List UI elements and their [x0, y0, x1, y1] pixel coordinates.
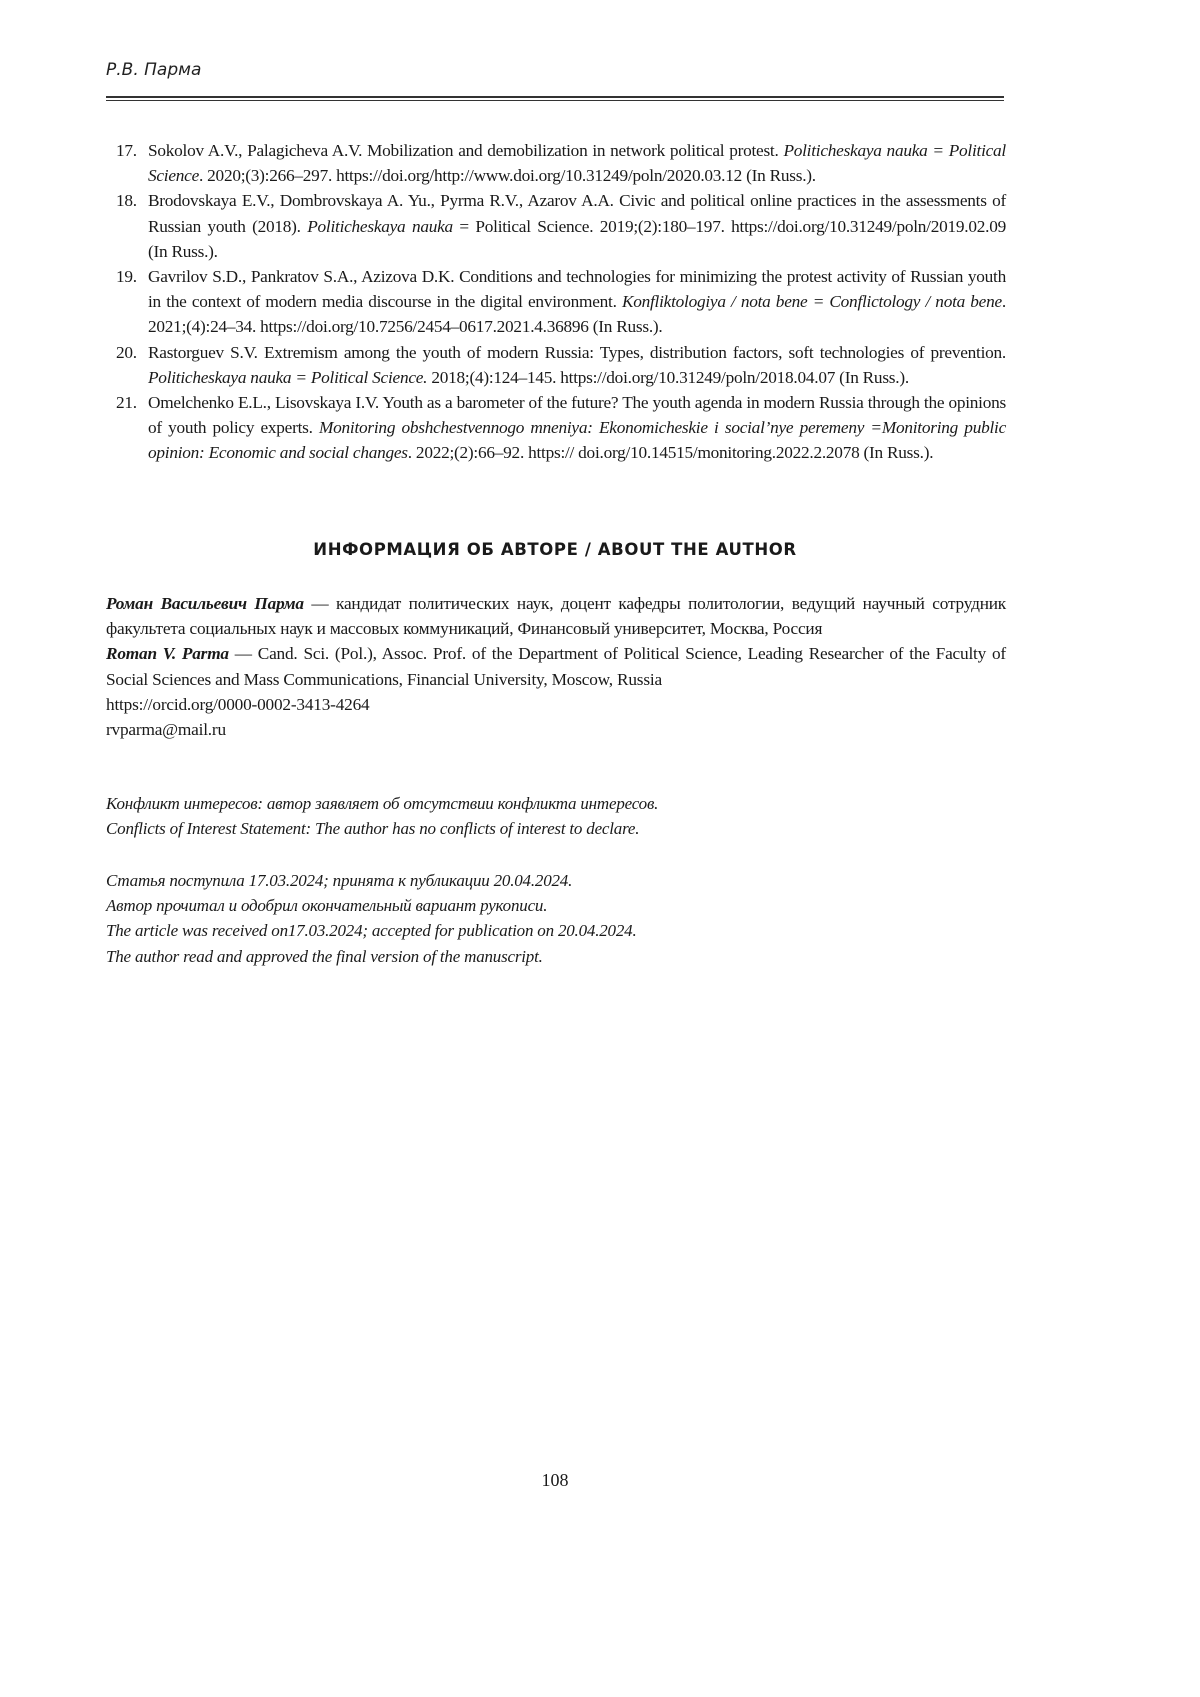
- reference-source-title: Politicheskaya nauka: [307, 217, 453, 236]
- author-section-heading: ИНФОРМАЦИЯ ОБ АВТОРЕ / ABOUT THE AUTHOR: [106, 540, 1004, 559]
- reference-number: 18.: [106, 188, 148, 264]
- dates-en: The article was received on17.03.2024; accepted for publication on 20.04.2024.: [106, 918, 1006, 943]
- dates-ru: Статья поступила 17.03.2024; принята к публикации 20.04.2024.: [106, 868, 1006, 893]
- conflict-en: Conflicts of Interest Statement: The author has no conflicts of interest to declare.: [106, 816, 1006, 841]
- reference-number: 20.: [106, 340, 148, 390]
- approval-ru: Автор прочитал и одобрил окончательный вариант рукописи.: [106, 893, 1006, 918]
- approval-en: The author read and approved the final version of the manuscript.: [106, 944, 1006, 969]
- reference-item: [106, 188, 1006, 264]
- reference-text-segment: Omelchenko E.L., Lisovskaya I.V. Youth as a barometer of the future? The youth agenda in modern Russia through the opinions of youth policy experts.: [148, 393, 1006, 437]
- reference-text-segment: Rastorguev S.V. Extremism among the youth of modern Russia: Types, distribution factors, soft technologies of prevention.: [148, 343, 1006, 362]
- conflict-statement: [106, 791, 1006, 841]
- author-email-link[interactable]: rvparma@mail.ru: [106, 717, 1006, 742]
- reference-text-segment: . 2022;(2):66–92. https:// doi.org/10.14515/monitoring.2022.2.2078 (In Russ.).: [408, 443, 934, 462]
- author-info: [106, 591, 1006, 742]
- author-name-ru: Роман Васильевич Парма: [106, 594, 304, 613]
- author-bio-en: [106, 641, 1006, 691]
- reference-item: [106, 138, 1006, 188]
- reference-text: [148, 264, 1006, 340]
- reference-item: [106, 390, 1006, 466]
- header-rule-thin: [106, 100, 1004, 101]
- reference-text-segment: Brodovskaya E.V., Dombrovskaya A. Yu., Pyrma R.V., Azarov A.A. Civic and political online practices in the assessments of Russian youth (2018).: [148, 191, 1006, 235]
- reference-number: 19.: [106, 264, 148, 340]
- reference-text-segment: . 2021;(4):24–34. https://doi.org/10.7256/2454–0617.2021.4.36896 (In Russ.).: [148, 292, 1006, 336]
- author-orcid-link[interactable]: https://orcid.org/0000-0002-3413-4264: [106, 692, 1006, 717]
- reference-list: [106, 138, 1006, 466]
- header-rule: [106, 96, 1004, 98]
- reference-item: [106, 340, 1006, 390]
- reference-source-title: Politicheskaya nauka = Political Science.: [148, 368, 427, 387]
- article-dates: [106, 868, 1006, 969]
- reference-number: 17.: [106, 138, 148, 188]
- reference-source-title: Konfliktologiya / nota bene = Conflictology / nota bene: [622, 292, 1002, 311]
- reference-text: [148, 340, 1006, 390]
- page-number: 108: [0, 1470, 1110, 1491]
- reference-text: [148, 390, 1006, 466]
- author-bio-ru: [106, 591, 1006, 641]
- author-name-en: Roman V. Parma: [106, 644, 229, 663]
- reference-text-segment: 2018;(4):124–145. https://doi.org/10.31249/poln/2018.04.07 (In Russ.).: [427, 368, 909, 387]
- author-bio-en-text: — Cand. Sci. (Pol.), Assoc. Prof. of the Department of Political Science, Leading Researcher of the Faculty of Social Sciences and Mass Communications, Financial University, Moscow, Russia: [106, 644, 1006, 688]
- reference-text: [148, 188, 1006, 264]
- reference-text-segment: Sokolov A.V., Palagicheva A.V. Mobilization and demobilization in network political protest.: [148, 141, 783, 160]
- reference-text-segment: Gavrilov S.D., Pankratov S.A., Azizova D.K. Conditions and technologies for minimizing the protest activity of Russian youth in the context of modern media discourse in the digital environment.: [148, 267, 1006, 311]
- conflict-ru: Конфликт интересов: автор заявляет об отсутствии конфликта интересов.: [106, 791, 1006, 816]
- reference-source-title: Politicheskaya nauka = Political Science: [148, 141, 1006, 185]
- running-head: Р.В. Парма: [106, 60, 201, 80]
- reference-number: 21.: [106, 390, 148, 466]
- author-bio-ru-text: — кандидат политических наук, доцент кафедры политологии, ведущий научный сотрудник факультета социальных наук и массовых коммуникаций, Финансовый университет, Москва, Россия: [106, 594, 1006, 638]
- reference-text-segment: . 2020;(3):266–297. https://doi.org/http://www.doi.org/10.31249/poln/2020.03.12 (In Russ.).: [199, 166, 816, 185]
- reference-item: [106, 264, 1006, 340]
- reference-text: [148, 138, 1006, 188]
- reference-text-segment: = Political Science. 2019;(2):180–197. https://doi.org/10.31249/poln/2019.02.09 (In Russ.).: [148, 217, 1006, 261]
- reference-source-title: Monitoring obshchestvennogo mneniya: Ekonomicheskie i social’nye peremeny =Monitoring public opinion: Economic and social changes: [148, 418, 1006, 462]
